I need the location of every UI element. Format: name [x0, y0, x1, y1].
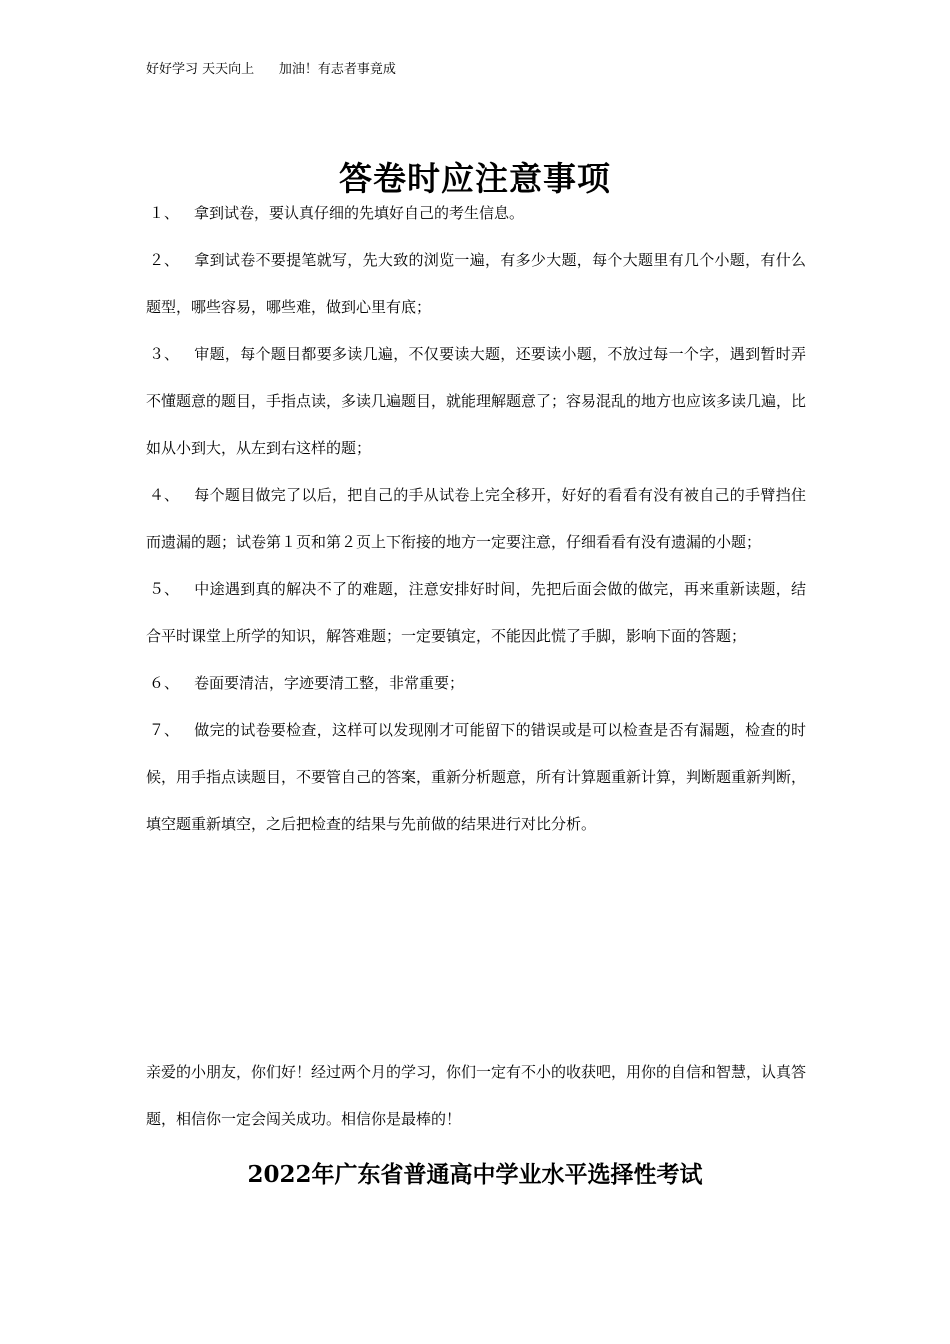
notice-list — [146, 190, 806, 848]
page-title: 答卷时应注意事项 — [339, 159, 611, 198]
item-number: ５、 — [149, 580, 180, 598]
notice-item-7 — [146, 707, 806, 848]
item-number: ６、 — [149, 674, 180, 692]
item-text: 拿到试卷，要认真仔细的先填好自己的考生信息。 — [194, 204, 525, 222]
item-text: 卷面要清洁，字迹要清工整，非常重要； — [194, 674, 465, 692]
notice-item-2 — [146, 237, 806, 331]
greeting-paragraph: 亲爱的小朋友，你们好！经过两个月的学习，你们一定有不小的收获吧，用你的自信和智慧，认真答题，相信你一定会闯关成功。相信你是最棒的！ — [146, 1063, 807, 1128]
notice-item-6 — [146, 660, 806, 707]
item-text: 审题，每个题目都要多读几遍，不仅要读大题，还要读小题，不放过每一个字，遇到暂时弄不懂题意的题目，手指点读，多读几遍题目，就能理解题意了；容易混乱的地方也应该多读几遍，比如从小到大，从左到右这样的题； — [146, 345, 807, 457]
notice-item-1 — [146, 190, 806, 237]
item-text: 每个题目做完了以后，把自己的手从试卷上完全移开，好好的看看有没有被自己的手臂挡住而遗漏的题；试卷第１页和第２页上下衔接的地方一定要注意，仔细看看有没有遗漏的小题； — [146, 486, 806, 551]
item-number: １、 — [149, 204, 180, 222]
item-number: ３、 — [149, 345, 180, 363]
exam-title: 2022年广东省普通高中学业水平选择性考试 — [247, 1161, 703, 1188]
item-text: 中途遇到真的解决不了的难题，注意安排好时间，先把后面会做的做完，再来重新读题，结合平时课堂上所学的知识，解答难题；一定要镇定，不能因此慌了手脚，影响下面的答题； — [146, 580, 806, 645]
notice-item-3 — [146, 331, 806, 472]
notice-item-5 — [146, 566, 806, 660]
item-text: 做完的试卷要检查，这样可以发现刚才可能留下的错误或是可以检查是否有漏题，检查的时候，用手指点读题目，不要管自己的答案，重新分析题意，所有计算题重新计算，判断题重新判断，填空题重新填空，之后把检查的结果与先前做的结果进行对比分析。 — [146, 721, 807, 833]
item-number: ７、 — [149, 721, 180, 739]
item-number: ２、 — [149, 251, 180, 269]
item-text: 拿到试卷不要提笔就写，先大致的浏览一遍，有多少大题，每个大题里有几个小题，有什么题型，哪些容易，哪些难，做到心里有底； — [146, 251, 806, 316]
notice-item-4 — [146, 472, 806, 566]
page-header: 好好学习 天天向上 加油！有志者事竟成 — [146, 62, 396, 77]
item-number: ４、 — [149, 486, 180, 504]
